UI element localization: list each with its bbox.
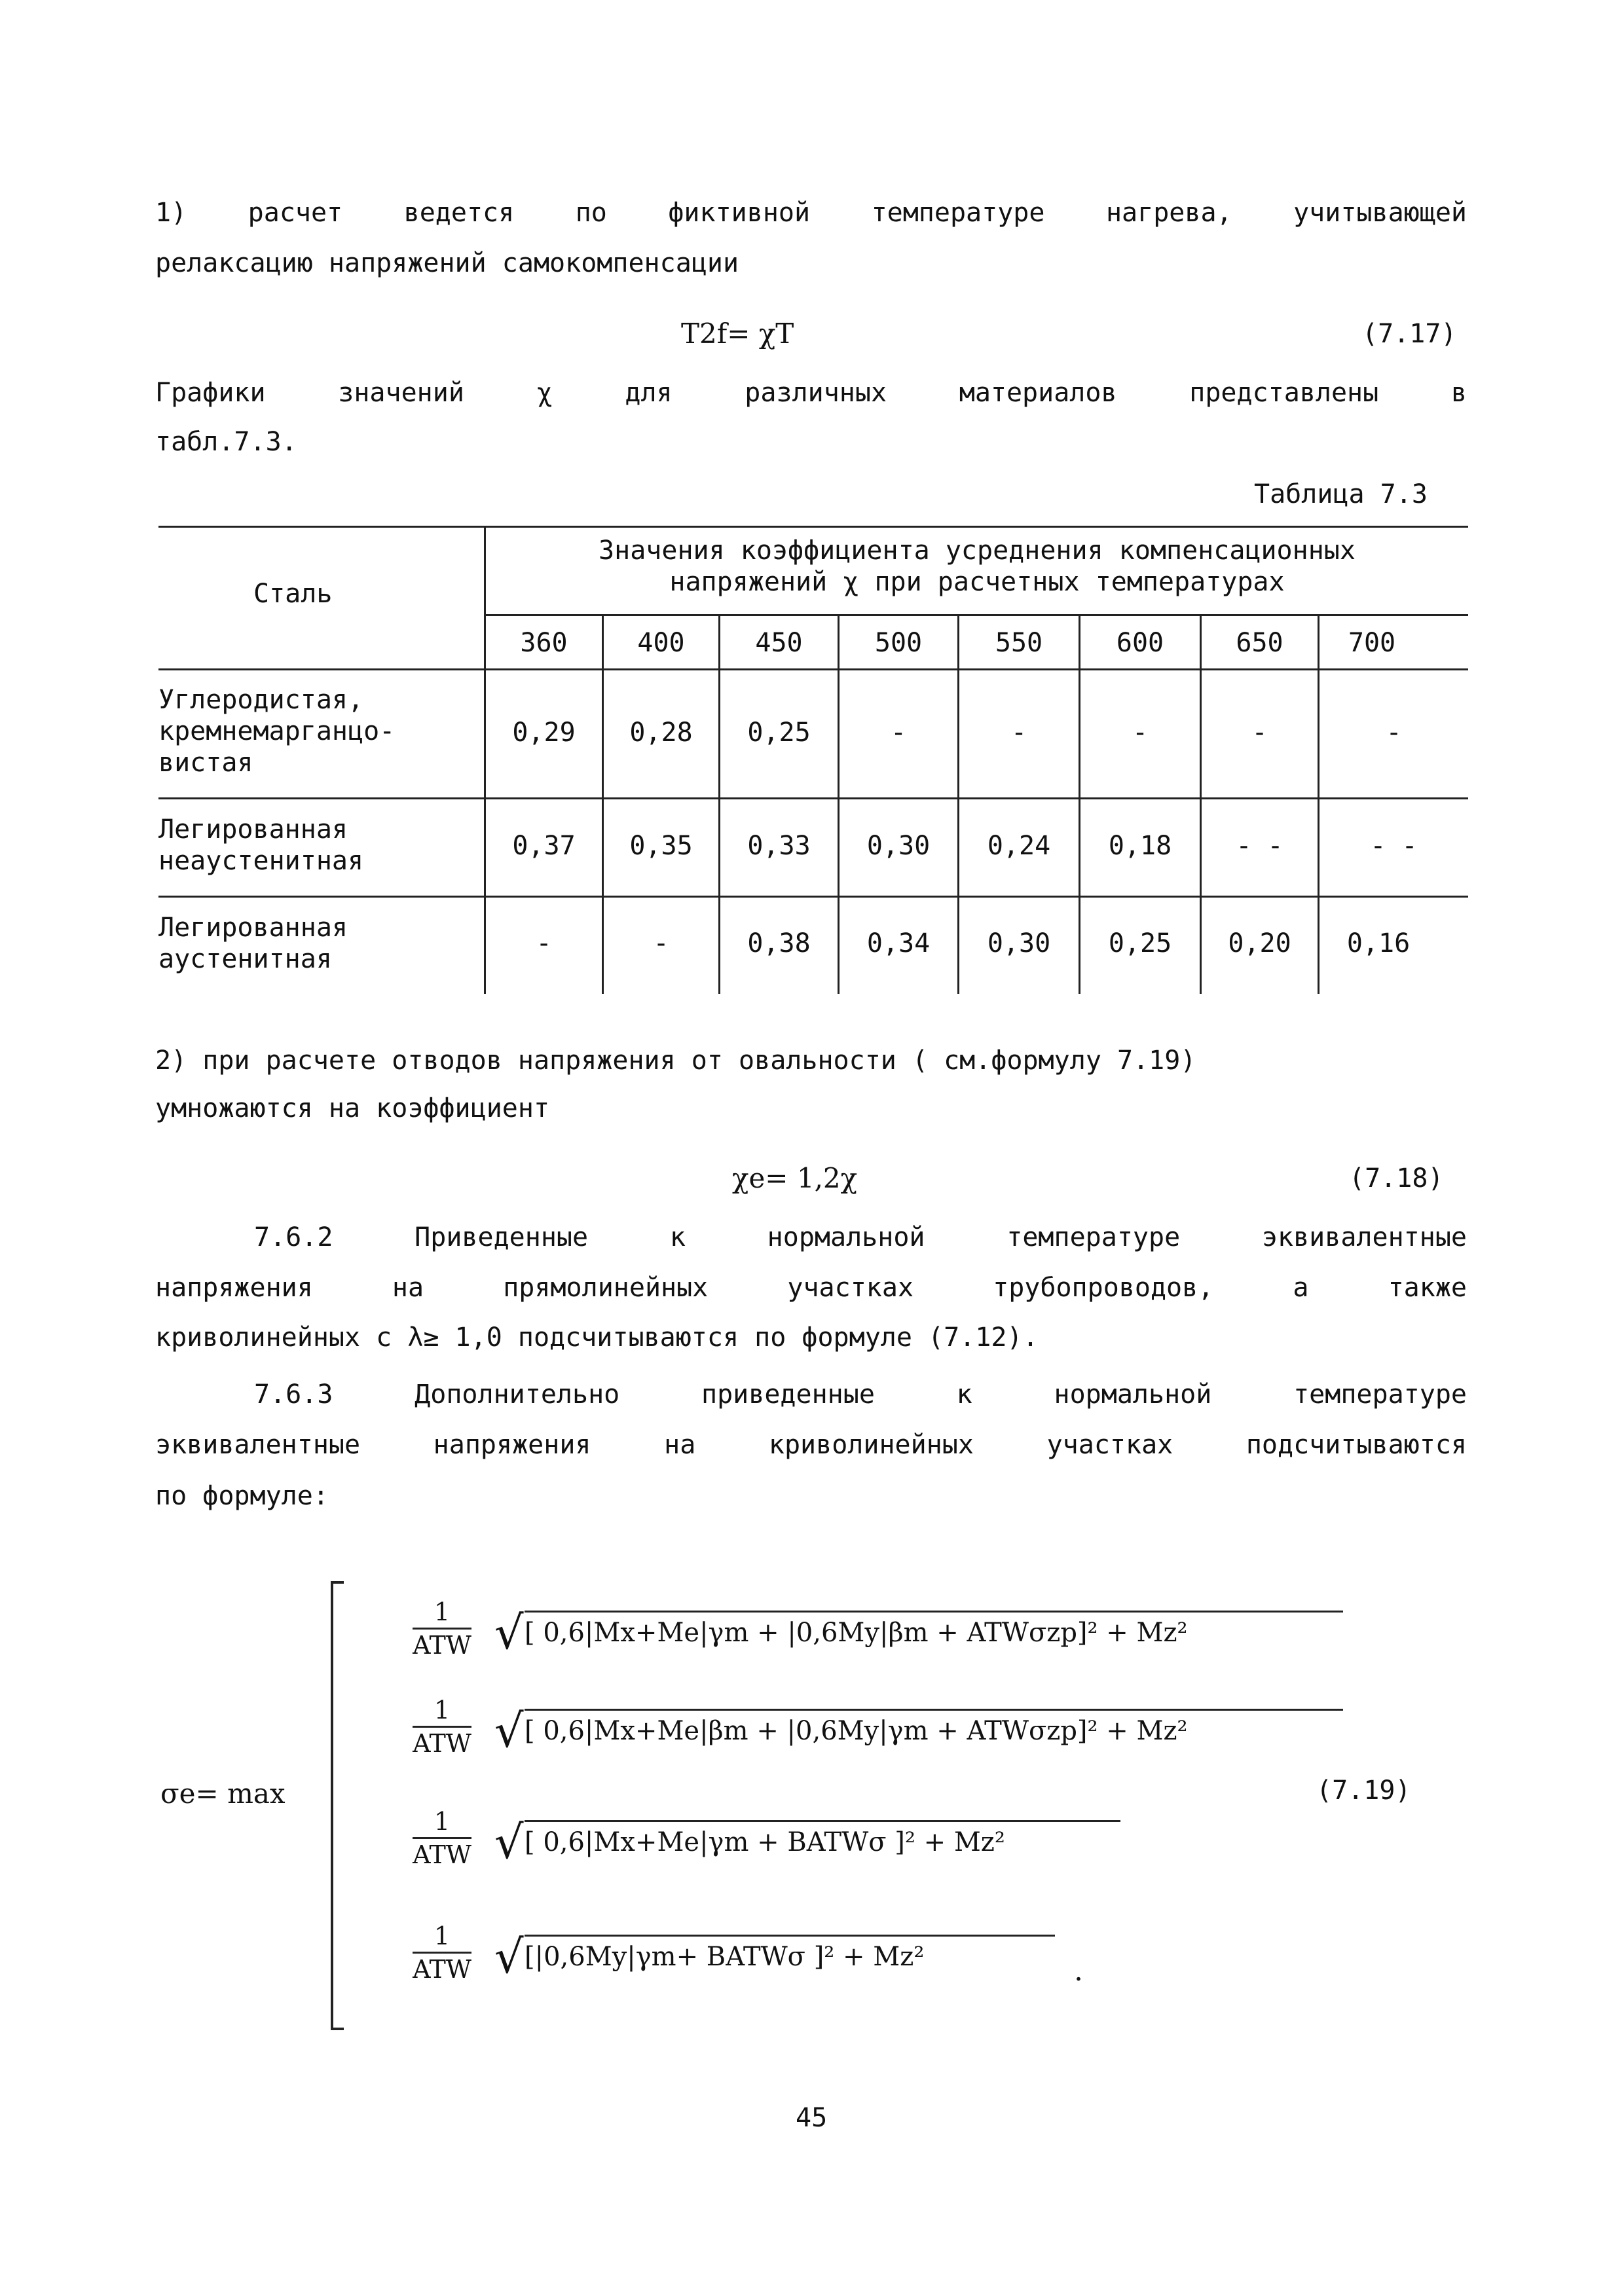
equation-7-17 [681,311,794,357]
fraction-numerator: 1 [434,1597,451,1626]
p762-line-1: 7.6.2 Приведенные к нормальной температуре эквивалентные [254,1222,1467,1252]
temp-header: 600 [1116,628,1164,658]
fraction-bar [413,1628,471,1630]
square-root-icon: √ [494,1815,524,1869]
table-rule-row1 [158,797,1468,799]
fraction-1-over-atw [413,1597,471,1660]
fraction-bar [413,1952,471,1954]
p763-line-2: эквивалентные напряжения на криволинейных участках подсчитываются [155,1430,1467,1460]
fraction-bar [413,1837,471,1839]
equation-trailing-dot: . [1074,1954,1083,1988]
graphs-line-1: Графики значений χ для различных материалов представлены в [155,378,1467,408]
p763-line-1: 7.6.3 Дополнительно приведенные к нормальной температуре [254,1379,1467,1410]
fraction-1-over-atw [413,1696,471,1758]
table-cell: - [536,928,552,958]
steel-name-line: кремнемарганцо- [158,716,396,746]
fraction-denominator: ATW [413,1631,471,1660]
fraction-numerator: 1 [434,1922,451,1950]
radical-row-1 [494,1606,1346,1669]
item2-line-2: умножаются на коэффициент [155,1093,550,1123]
radicand-2: [ 0,6|Mx+Me|βm + |0,6My|γm + ATWσzp]² + Mz² [525,1709,1343,1747]
steel-name-line: Легированная [158,814,348,845]
equation-7-17-number: (7.17) [1362,319,1457,349]
table-cell: - - [1370,831,1418,861]
steel-name-line: неаустенитная [158,846,364,876]
table-cell: 0,25 [1108,928,1172,958]
table-cell: 0,28 [629,718,693,748]
table-rule-header [158,668,1468,670]
equation-7-18-number: (7.18) [1349,1163,1444,1194]
table-cell: - [1010,718,1027,748]
temp-header: 360 [520,628,568,658]
temp-header: 700 [1348,628,1396,658]
temp-header: 650 [1236,628,1283,658]
intro-line-1: 1) расчет ведется по фиктивной температуре нагрева, учитывающей [155,198,1467,228]
group-header-line-2: напряжений χ при расчетных температурах [669,567,1285,597]
fraction-1-over-atw [413,1807,471,1869]
table-cell: 0,34 [866,928,931,958]
steel-name-line: Легированная [158,913,348,943]
table-caption: Таблица 7.3 [1254,479,1428,509]
item2-line-1: 2) при расчете отводов напряжения от овальности ( см.формулу 7.19) [155,1046,1196,1076]
fraction-numerator: 1 [434,1807,451,1836]
fraction-numerator: 1 [434,1696,451,1724]
equation-7-19-number: (7.19) [1316,1776,1411,1806]
temp-header: 450 [755,628,803,658]
equation-7-19-lhs: σe= max [160,1777,286,1810]
fraction-denominator: ATW [413,1840,471,1869]
temp-header: 550 [995,628,1043,658]
max-bracket [331,1581,344,2030]
table-cell: 0,33 [747,831,811,861]
fraction-1-over-atw [413,1922,471,1984]
table-rule-row2 [158,896,1468,898]
fraction-denominator: ATW [413,1729,471,1758]
table-cell: 0,25 [747,718,811,748]
steel-column-header: Сталь [253,579,333,609]
table-cell: 0,16 [1346,928,1411,958]
coefficient-table [158,526,1468,994]
table-cell: - - [1236,831,1283,861]
radical-row-2 [494,1704,1346,1768]
radicand-3: [ 0,6|Mx+Me|γm + BATWσ ]² + Mz² [525,1820,1120,1859]
graphs-line-2: табл.7.3. [155,427,297,457]
table-cell: 0,37 [512,831,576,861]
table-cell: - [1251,718,1268,748]
steel-name-line: вистая [158,748,253,778]
p762-line-2: напряжения на прямолинейных участках трубопроводов, а также [155,1273,1467,1303]
square-root-icon: √ [494,1704,524,1758]
temp-header: 400 [637,628,685,658]
table-cell: 0,30 [987,928,1051,958]
radical-row-4 [494,1930,1058,1994]
temp-header: 500 [874,628,923,658]
intro-line-2: релаксацию напряжений самокомпенсации [155,248,739,278]
radicand-1: [ 0,6|Mx+Me|γm + |0,6My|βm + ATWσzp]² + Mz² [525,1611,1343,1649]
table-cell: 0,18 [1108,831,1172,861]
table-cell: 0,38 [747,928,811,958]
table-cell: 0,20 [1228,928,1291,958]
group-header-line-1: Значения коэффициента усреднения компенсационных [599,536,1356,566]
fraction-denominator: ATW [413,1955,471,1984]
fraction-bar [413,1726,471,1728]
equation-7-18-formula: χe= 1,2χ [732,1162,858,1194]
table-cell: 0,24 [987,831,1051,861]
radical-row-3 [494,1815,1123,1879]
steel-name-line: аустенитная [158,944,332,974]
p762-line-3: криволинейных с λ≥ 1,0 подсчитываются по формуле (7.12). [155,1322,1039,1353]
table-cell: - [890,718,907,748]
steel-name-line: Углеродистая, [158,685,364,715]
table-cell: - [1386,718,1402,748]
radicand-4: [|0,6My|γm+ BATWσ ]² + Mz² [525,1935,1055,1973]
equation-7-17-formula: T2f= χT [681,318,794,350]
table-cell: 0,30 [866,831,931,861]
table-cell: 0,29 [512,718,576,748]
table-col-rule [484,526,486,994]
table-rule-temp [486,614,1468,616]
square-root-icon: √ [494,1606,524,1660]
table-rule-top [158,526,1468,528]
page-number: 45 [796,2103,828,2133]
table-cell: 0,35 [629,831,693,861]
table-cell: - [653,928,669,958]
p763-line-3: по формуле: [155,1481,329,1511]
table-cell: - [1132,718,1149,748]
square-root-icon: √ [494,1930,524,1984]
